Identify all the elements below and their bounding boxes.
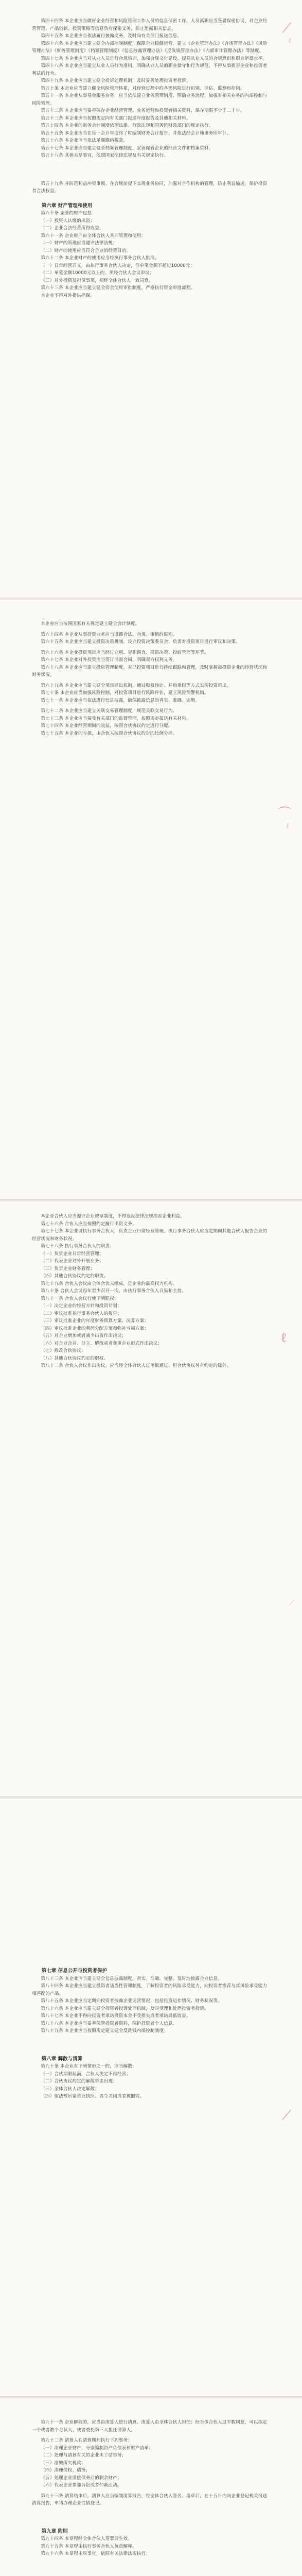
clause: 第七十九条 合伙人会议由全体合伙人组成，是企业的最高权力机构。: [41, 1281, 177, 1286]
chapter-heading: 第七章 信息公开与投资者保护: [41, 1968, 108, 1974]
chapter-heading: 第六章 财产管理和使用: [41, 202, 93, 209]
clause: 第四十四条 本企业应当做好企业经营和风险管理工作人员的信息保密工作，人员离职应当签署保密协议，对企业经营管理、产品创新、投资策略等信息负有保密义务，防止泄露相关信息。: [32, 19, 268, 31]
clause: 第六十条 企业的财产包括：: [41, 211, 96, 216]
clause: 第九十六条 本章程未尽事宜，依照有关法律法规执行。: [41, 2551, 150, 2556]
document-page: [0, 600, 302, 1200]
red-stamp-mark: ⟋: [282, 21, 292, 36]
clause: 第五十四条 本企业的财务会计制度依照法律、行政法规和国务院财政部门的规定执行。: [41, 123, 214, 128]
clause: 第七十三条 本企业应当接受有关部门的监督管理，按照规定报送有关材料。: [41, 716, 191, 721]
page-body: [32, 1213, 270, 1370]
clause-item: （三）清缴所欠税款；: [41, 2460, 86, 2466]
clause: 第六十九条 本企业应当建立健全项目退出机制，通过股权转让、并购重组等方式实现投资退出。: [41, 683, 232, 688]
clause: 第六十一条 企业财产由全体合伙人共同管理和使用：: [41, 233, 146, 239]
clause: 第八十五条 本企业应当定期向投资者披露企业运营情况，包括投资运作情况、财务状况等。: [41, 1998, 222, 2004]
clause: 第六十四条 本企业从事投资业务应当遵循合法、合规、审慎的原则。: [41, 632, 177, 637]
clause-item: （一）清理企业财产，分别编制资产负债表和财产清单；: [41, 2445, 153, 2451]
clause: 第四十八条 本企业应当建立从业人员行为准则，明确从业人员的职业操守和行为规范，不得从事损害企业和投资者利益的行为。: [32, 63, 268, 76]
clause-item: （二）企业合法经营所得收益。: [41, 226, 104, 231]
red-stamp-mark: ℓ: [280, 1330, 287, 1346]
clause: 第八十三条 本企业应当建立健全信息披露制度，真实、准确、完整、及时地披露企业信息。: [41, 1976, 222, 1981]
clause: 第九十三条 清算结束后，清算人应当编制清算报告，经全体合伙人签名、盖章后，在十五日内向企业登记机关报送清算报告，申请办理企业注销登记。: [32, 2493, 268, 2506]
clause-item: （五）对企业增加或者减少出资作出决议；: [41, 1333, 127, 1338]
clause: 第四十七条 本企业应当对从业人员进行合规培训，加强合规文化建设，提高从业人员的合规意识和职业道德水平。: [41, 56, 268, 61]
clause-item: （一）日常经营开支，由执行事务合伙人决定，但单笔金额不超过10000元；: [41, 263, 195, 268]
clause: 第八十四条 本企业应当建立投资者适当性管理制度，了解投资者的风险承受能力，向投资者推荐与其风险承受能力相匹配的产品。: [32, 1984, 268, 1996]
clause-item: （二）代表企业对外开展业务；: [41, 1259, 104, 1264]
clause-item: （四）清理债权、债务；: [41, 2468, 91, 2473]
clause: 第七十条 本企业应当加强风险控制，对投资项目进行风险评估，建立风险预警机制。: [41, 690, 209, 696]
clause-item: （二）合伙协议约定的解散事由出现；: [41, 2079, 117, 2084]
clause-item: （三）对外投资及担保事项，须经全体合伙人一致同意。: [41, 278, 153, 283]
clause-item: （五）处理企业清偿债务后的剩余财产；: [41, 2475, 122, 2481]
clause-item: （四）依法被吊销营业执照、责令关闭或者被撤销。: [41, 2094, 145, 2099]
page-body: [32, 2419, 270, 2558]
clause: 第五十六条 本企业应当依法足额缴纳税款。: [41, 138, 128, 143]
red-stamp-mark: ⌒: [278, 806, 292, 822]
clause: 第四十五条 本企业应当依法履行披露义务，及时向有关部门报送信息。: [41, 33, 182, 39]
document-page: [0, 1201, 302, 1797]
clause-item: （四）其他合伙协议约定的职责。: [41, 1274, 109, 1279]
clause-item: （七）修改合伙协议；: [41, 1348, 86, 1353]
document-page: [0, 2398, 302, 2576]
clause: 第六十三条 本企业应当建立健全资金使用审批制度，严格执行资金审批流程。: [41, 285, 196, 291]
clause: 第五十五条 本企业应当在每一会计年度终了时编制财务会计报告，并依法经会计师事务所审计。: [41, 130, 232, 136]
clause: 第六十六条 本企业投资项目应当经过立项、尽职调查、投资决策、投后管理等环节。: [41, 650, 209, 655]
document-page: [0, 0, 302, 598]
clause: 第八十条 合伙人会议每年至少召开一次，由执行事务合伙人召集和主持。: [41, 1289, 186, 1294]
clause: 第七十六条 合伙人应当按照约定履行出资义务。: [41, 1221, 137, 1227]
clause-item: （二）单笔金额10000元以上的，须经合伙人会议审议；: [41, 270, 154, 276]
chapter-heading: 第八章 解散与清算: [41, 2056, 83, 2062]
clause: 第五十一条 本企业从事基金服务业务，应当依法建立业务管理制度，明确业务流程，加强对相关业务的内部控制与风险管理。: [32, 93, 268, 106]
clause-item: （一）决定企业的经营方针和投资计划；: [41, 1303, 122, 1309]
clause-item: （一）负责企业日常经营管理；: [41, 1251, 104, 1257]
clause-item: （八）其他合伙协议约定的职权。: [41, 1355, 109, 1361]
clause: 第九十条 本企业有下列情形之一的，应当解散：: [41, 2064, 137, 2069]
clause-item: （六）对企业合并、分立、解散或者变更企业形式作出决议；: [41, 1341, 163, 1346]
clause-item: （六）代表企业参加诉讼或者仲裁活动。: [41, 2483, 122, 2488]
page-body: [32, 620, 270, 737]
clause: 第七十八条 执行事务合伙人的职责：: [41, 1244, 114, 1249]
clause: 第五十七条 本企业应当建立健全档案管理制度，妥善保管企业的经营文件和档案资料。: [41, 145, 214, 151]
document-page: [0, 1799, 302, 2397]
page-body: [32, 1968, 270, 2100]
clause: 第七十四条 本企业经营期间的收益，按照合伙协议约定进行分配。: [41, 723, 173, 728]
clause: 第五十二条 本企业应当妥善保存企业经营管理、业务运营和投资者相关资料，保存期限不少于二十年。: [41, 108, 245, 113]
clause: 第五十八条 其他未尽事宜，依照国家法律法规及有关规定执行。: [41, 153, 168, 158]
clause: 第九十一条 企业解散的，应当由清算人进行清算。清算人由全体合伙人担任；经全体合伙人过半数同意，可以指定一个或者数个合伙人，或者委托第三人担任清算人。: [32, 2420, 268, 2433]
clause: 第九十五条 本章程由执行事务合伙人负责解释。: [41, 2544, 137, 2549]
red-stamp-mark: ⟋: [289, 1598, 295, 1607]
red-stamp-mark: ⟋: [282, 2108, 292, 2123]
clause-item: （四）审议批准企业的利润分配方案和弥补亏损方案；: [41, 1326, 149, 1331]
clause: 第八十一条 合伙人会议行使下列职权：: [41, 1296, 119, 1301]
clause-item: （二）处理与清算有关的企业未了结事务；: [41, 2453, 127, 2458]
clause: 第九十四条 本章程经全体合伙人签署后生效。: [41, 2536, 132, 2541]
clause: 第六十八条 本企业应当建立投后管理制度，对已投资项目进行持续跟踪和管理，及时掌握被投资企业的经营状况和财务状况。: [32, 665, 268, 677]
clause: 第四十九条 本企业应当建立健全投诉处理机制，及时妥善处理投资者投诉。: [41, 78, 191, 83]
red-stamp-mark: ℓ: [286, 821, 290, 831]
chapter-heading: 第九章 附则: [41, 2528, 68, 2534]
page-body: [32, 18, 270, 299]
clause: 第八十九条 本企业应当按照规定建立健全反洗钱内部控制制度。: [41, 2028, 168, 2033]
clause: 第五十九条 并防范利益冲突事项，在合规前提下实现业务协同，加强对合作机构的管理，防止利益输送，保护投资者合法权益。: [32, 181, 268, 194]
clause: 第五十条 本企业应当建立健全风险管理体系，对经营过程中的各类风险进行识别、评估、监测和控制。: [41, 86, 245, 91]
clause: 第八十六条 本企业应当建立健全投资者投诉处理机制，及时受理和处理投资者投诉。: [41, 2006, 209, 2011]
clause: 本企业合伙人应当遵守企业规章制度，不得违反法律法规损害企业利益。: [41, 1214, 185, 1219]
clause: 第六十五条 本企业应当建立投资决策机制，设立投资决策委员会，负责对投资项目进行审议和决策。: [41, 639, 240, 645]
clause: 第七十一条 本企业应当依法进行信息披露，确保披露信息的真实、准确、完整。: [41, 698, 200, 703]
clause: 第九十二条 清算人在清算期间执行下列事务：: [41, 2438, 132, 2443]
clause-item: （二）审议批准执行事务合伙人的报告；: [41, 1311, 122, 1316]
clause: 本企业应当按照国家有关规定建立健全会计制度。: [41, 621, 140, 626]
clause: 第六十二条 本企业财产的使用应当经执行事务合伙人批准。: [41, 256, 159, 261]
clause: 第七十二条 本企业应当建立关联交易管理制度，规范关联交易行为。: [41, 708, 177, 714]
clause: 第四十六条 本企业应当建立健全内部控制制度，保障企业稳健运营。建立《企业管理办法》《合规管理办法》《风险管理办法》《财务管理制度》《档案管理制度》《信息披露管理办法》《反洗钱管理办法》《内部审计管理办法》等制度。: [32, 41, 268, 54]
clause: 第五十三条 本企业应当按照规定向有关部门报送年度报告及其他相关材料。: [41, 115, 191, 121]
clause-item: （一）合伙期限届满，合伙人决定不再经营；: [41, 2071, 131, 2077]
clause-item: （三）审议批准企业的年度财务预算方案、决算方案；: [41, 1318, 149, 1324]
clause: 第八十二条 合伙人会议作出决议，应当经全体合伙人过半数通过，但合伙协议另有约定的除外。: [41, 1363, 232, 1368]
clause-item: （一）财产的管理应当遵守法律法规；: [41, 241, 117, 246]
clause-item: （一）投资人认缴的出资；: [41, 218, 95, 224]
red-stamp-mark: ℓ: [288, 36, 292, 45]
clause: 第七十七条 本企业设执行事务合伙人，负责企业日常经营管理。执行事务合伙人应当定期向其他合伙人报告企业的经营状况和财务状况。: [32, 1229, 268, 1242]
clause: 第七十五条 本企业的亏损，由合伙人按照合伙协议约定的比例分担。: [41, 731, 177, 736]
clause: 第六十七条 本企业对外投资应当签订书面合同，明确双方权利义务。: [41, 657, 177, 663]
clause-item: （三）负责企业财务管理；: [41, 1266, 95, 1272]
clause: 第八十八条 本企业应当妥善保管投资者资料，保护投资者个人信息。: [41, 2021, 177, 2026]
clause-item: （二）财产的使用应当符合企业的经营目的。: [41, 248, 131, 253]
clause: 本企业不得对外提供担保。: [41, 293, 95, 298]
clause-item: （三）全体合伙人决定解散；: [41, 2086, 99, 2092]
clause: 第八十七条 本企业不得向投资者承诺投资本金不受损失或者承诺最低收益。: [41, 2013, 191, 2019]
